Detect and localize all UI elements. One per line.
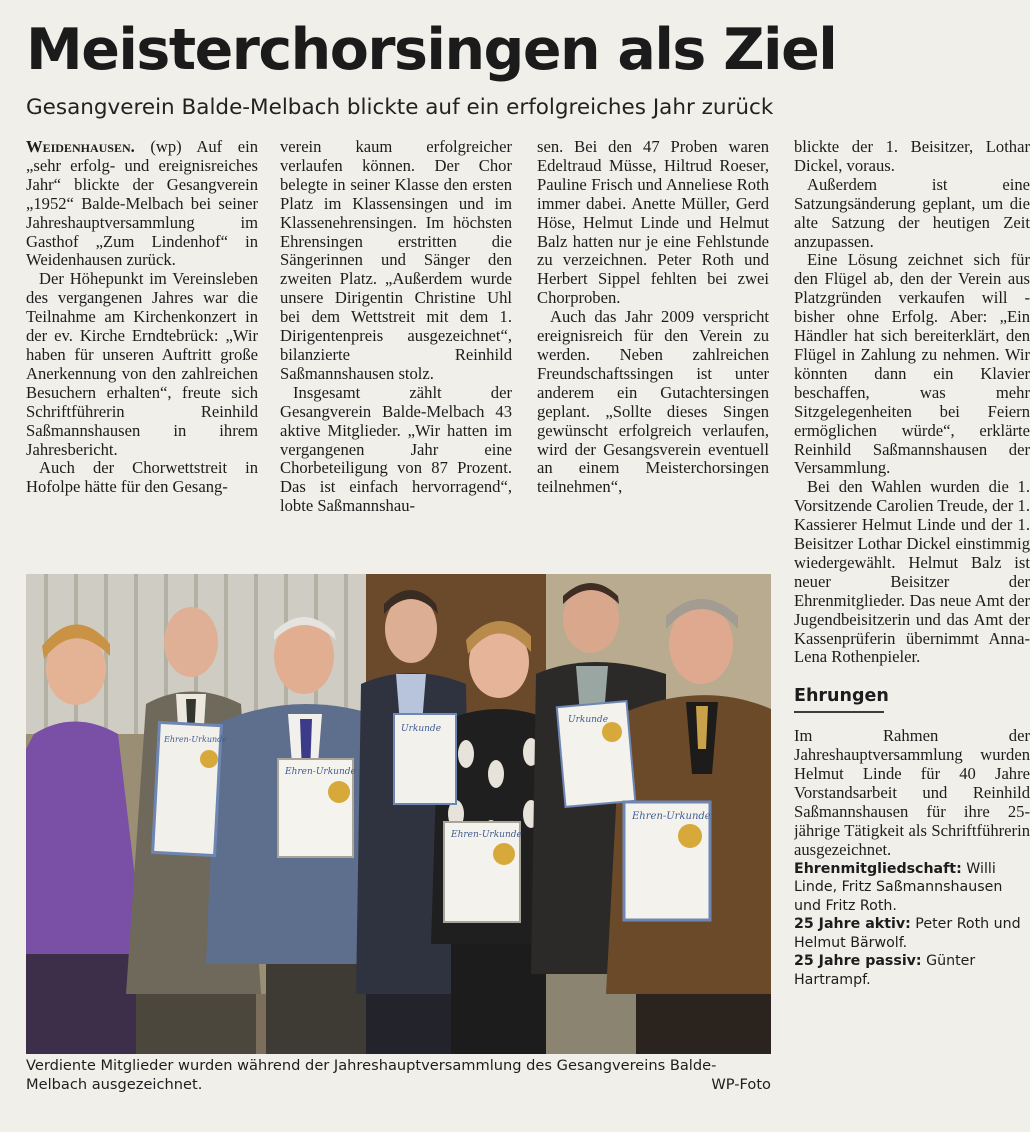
honor-label: 25 Jahre passiv: [794,953,922,970]
article-column-4 [794,138,1030,1082]
article-paragraph: blickte der 1. Beisitzer, Lothar Dickel, voraus. [794,138,1030,175]
certificate-title: Ehren-Urkunde [632,811,711,822]
article-paragraph: Bei den Wahlen wurden die 1. Vorsitzende Carolien Treude, der 1. Kassierer Helmut Linde und der 1. Beisitzer Lothar Dickel einstimmig wiedergewählt. Helmut Balz ist neuer Beisitzer der Ehrenmitglieder. Das neue Amt der Jugendbeisitzerin und das Amt der Kassenprüferin übernimmt Anna-Lena Rothenpieler. [794,477,1030,667]
subheadline: Gesangverein Balde-Melbach blickte auf ein erfolgreiches Jahr zurück [26,95,774,120]
honor-item [794,860,1030,916]
group-photo [26,574,771,1054]
article-column-1 [26,138,258,562]
certificate-4 [444,822,522,922]
article-paragraph [26,138,258,270]
article-paragraph: Der Höhepunkt im Vereinsleben des vergangenen Jahres war die Teilnahme am Kirchenkonzert in der ev. Kirche Erndtebrück: „Wir haben für unseren Auftritt große Anerkennung von den zahlreichen Besuchern erhalten“, freute sich Schriftführerin Reinhild Saßmannshausen in ihrem Jahresbericht. [26,269,258,459]
certificate-title: Ehren-Urkunde [451,830,522,840]
certificate-1 [153,722,228,855]
certificate-3 [394,714,456,804]
article-paragraph: Auch der Chorwettstreit in Hofolpe hätte für den Gesang- [26,458,258,497]
paragraph-text: (wp) Auf ein „sehr erfolg- und ereignisreiches Jahr“ blickte der Gesangverein „1952“ Balde-Melbach bei seiner Jahreshauptversammlung im Gasthof „Zum Lindenhof“ in Weidenhausen zurück. [26,138,258,270]
honor-text: Peter Roth und Helmut Bärwolf. [794,916,1021,951]
honor-text: Willi Linde, Fritz Saßmannshausen und Fritz Roth. [794,860,1003,914]
article-paragraph: Auch das Jahr 2009 verspricht ereignisreich für den Verein zu werden. Neben zahlreichen Freundschaftssingen ist unter anderem ein Gutachtersingen geplant. „Sollte dieses Singen gewünscht erfolgreich verlaufen, wird der Gesangsverein eventuell an einem Meisterchorsingen teilnehmen“, [537,307,769,497]
honor-item [794,915,1030,952]
dateline: Weidenhausen. [26,138,135,156]
article-paragraph: Außerdem ist eine Satzungsänderung geplant, um die alte Satzung der heutigen Zeit anzupassen. [794,174,1030,251]
certificate-title: Urkunde [401,724,442,734]
article-paragraph: Eine Lösung zeichnet sich für den Flügel ab, den der Verein aus Platzgründen verkaufen will - bisher ohne Erfolg. Aber: „Ein Händler hat sich bereiterklärt, den Flügel in Zahlung zu nehmen. Wir könnten dann ein Klavier beschaffen, was mehr Sitzgelegenheiten bei Feiern ermöglichen würde“, erklärte Reinhild Saßmannshausen der Versammlung. [794,250,1030,478]
article-paragraph: sen. Bei den 47 Proben waren Edeltraud Müsse, Hiltrud Roeser, Pauline Frisch und Anneliese Roth immer dabei. Anette Müller, Gerd Höse, Helmut Linde und Helmut Balz hatten nur je eine Fehlstunde zu verzeichnen. Peter Roth und Herbert Sippel fehlten bei zwei Chorproben. [537,138,769,308]
certificate-6 [624,802,711,920]
caption-text: Verdiente Mitglieder wurden während der Jahreshauptversammlung des Gesangvereins Balde-Melbach ausgezeichnet. [26,1057,717,1093]
honor-item [794,952,1030,989]
article-column-2 [280,138,512,562]
ehrungen-intro: Im Rahmen der Jahreshauptversammlung wurden Helmut Linde für 40 Jahre Vorstandsarbeit und Reinhild Saßmannshausen für ihre 25-jährige Tätigkeit als Schriftführerin ausgezeichnet. [794,726,1030,859]
article-column-3 [537,138,769,562]
photo-caption [26,1056,771,1094]
honor-text: Günter Hartrampf. [794,953,976,988]
section-heading-ehrungen: Ehrungen [794,685,884,713]
certificate-title: Ehren-Urkunde [285,767,356,777]
photo-credit: WP-Foto [711,1076,771,1093]
honor-label: Ehrenmitgliedschaft: [794,860,962,877]
headline: Meisterchorsingen als Ziel [26,17,837,83]
certificate-title: Ehren-Urkunde [164,735,227,744]
certificate-title: Urkunde [568,715,609,725]
article-paragraph: Insgesamt zählt der Gesangverein Balde-Melbach 43 aktive Mitglieder. „Wir hatten im vergangenen Jahr eine Chorbeteiligung von 87 Prozent. Das ist einfach hervorragend“, lobte Saßmannshau- [280,382,512,516]
certificate-2 [278,759,356,857]
group-photo-illustration [26,574,771,1054]
certificate-5 [557,701,635,807]
honor-label: 25 Jahre aktiv: [794,916,911,933]
article-paragraph: verein kaum erfolgreicher verlaufen können. Der Chor belegte in seiner Klasse den ersten Platz im Klassensingen und im Klassenehrensingen. Im höchsten Ehrensingen erstritten die Sängerinnen und Sänger den zweiten Platz. „Außerdem wurde unsere Dirigentin Christine Uhl bei dem Wettstreit mit dem 1. Dirigentenpreis ausgezeichnet“, bilanzierte Reinhild Saßmannshausen stolz. [280,138,512,383]
